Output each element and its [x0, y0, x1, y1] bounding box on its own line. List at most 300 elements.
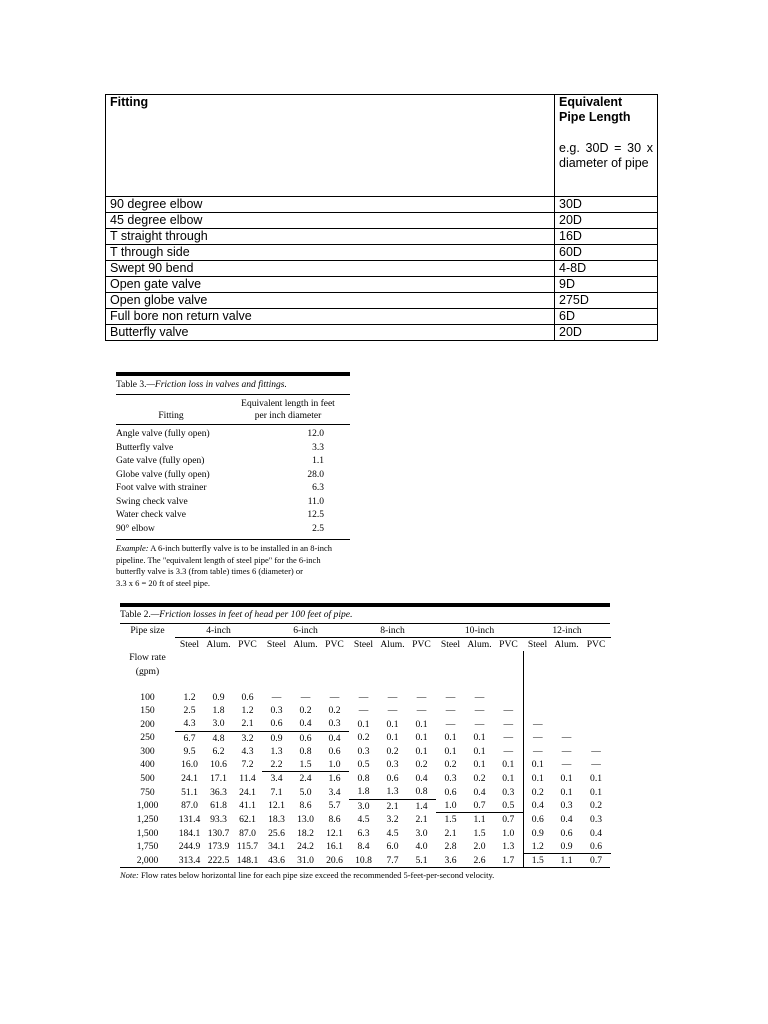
friction-value-cell: 0.1 — [415, 745, 428, 757]
material-header: PVC — [238, 639, 257, 651]
friction-value-cell: 0.3 — [560, 800, 573, 812]
table-row — [106, 197, 658, 213]
friction-value-cell: 1.5 — [531, 854, 544, 866]
friction-value-cell: 131.4 — [178, 814, 201, 826]
friction-value-cell: 0.6 — [299, 732, 312, 744]
fitting-value: 6.3 — [312, 483, 324, 493]
example-line1 — [116, 543, 350, 555]
friction-value-cell: 0.1 — [386, 732, 399, 744]
flow-rate-cell: 1,500 — [136, 827, 159, 839]
friction-value-cell: 5.1 — [415, 854, 428, 866]
empty-cell — [494, 678, 523, 691]
friction-value-cell: 0.2 — [328, 705, 341, 717]
table-row — [106, 261, 658, 277]
fitting-value: 12.5 — [307, 510, 324, 520]
material-header: Steel — [179, 639, 200, 651]
fitting-name: Angle valve (fully open) — [116, 429, 210, 439]
friction-value-cell: 7.7 — [386, 854, 399, 866]
pipe-size-label: Pipe size — [130, 625, 165, 637]
friction-value-cell: 130.7 — [207, 827, 230, 839]
friction-value-cell: — — [387, 705, 398, 717]
friction-value-cell: 0.4 — [328, 732, 341, 744]
empty-cell — [581, 678, 611, 691]
empty-cell — [523, 651, 552, 664]
friction-value-cell: 0.8 — [357, 772, 370, 784]
friction-value-cell: 0.4 — [473, 786, 486, 798]
friction-value-cell — [552, 704, 581, 717]
friction-value-cell: 2.8 — [444, 840, 457, 852]
friction-value-cell: 1.2 — [523, 840, 552, 854]
friction-value-cell: 1.3 — [494, 840, 523, 854]
empty-cell — [494, 651, 523, 664]
friction-value-cell: 0.2 — [473, 772, 486, 784]
flow-rate-cell: 750 — [140, 786, 155, 798]
friction-value-cell: 0.1 — [531, 759, 544, 771]
empty-cell — [552, 651, 581, 664]
friction-value-cell — [581, 704, 611, 717]
friction-value-cell: — — [532, 745, 543, 757]
flow-rate-unit: (gpm) — [135, 665, 160, 677]
fitting-cell: Butterfly valve — [106, 325, 555, 341]
table3-col-fitting: Fitting — [158, 411, 184, 421]
material-header: Steel — [440, 639, 461, 651]
table3-example — [116, 543, 350, 589]
friction-value-cell: 0.8 — [407, 785, 436, 799]
table-row — [120, 704, 611, 717]
friction-value-cell: 87.0 — [181, 800, 198, 812]
friction-value-cell: 0.7 — [465, 799, 494, 813]
empty-cell — [436, 651, 465, 664]
material-header: PVC — [499, 639, 518, 651]
empty-cell — [552, 665, 581, 678]
friction-value-cell: 18.3 — [268, 814, 285, 826]
friction-value-cell: 0.4 — [590, 827, 603, 839]
friction-value-cell: — — [300, 692, 311, 703]
friction-value-cell: 34.1 — [268, 840, 285, 852]
example-line2: pipeline. The "equivalent length of steel pipe" for the 6-inch — [116, 554, 321, 565]
table3-col-equivalent — [226, 398, 350, 422]
friction-value-cell: 10.8 — [355, 854, 372, 866]
friction-value-cell: 8.6 — [328, 814, 341, 826]
table3-top-rule — [116, 372, 350, 376]
friction-value-cell: 62.1 — [239, 814, 256, 826]
friction-value-cell: 0.2 — [299, 705, 312, 717]
friction-value-cell: — — [271, 692, 282, 703]
material-header: Alum. — [380, 639, 405, 651]
material-spacer — [120, 638, 175, 652]
empty-cell — [204, 665, 233, 678]
friction-value-cell: 3.4 — [328, 786, 341, 798]
friction-value-cell: 24.2 — [297, 840, 314, 852]
equivalent-length-cell: 4-8D — [555, 261, 658, 277]
empty-cell — [378, 651, 407, 664]
friction-value-cell: 0.5 — [357, 759, 370, 771]
friction-value-cell: 244.9 — [178, 840, 201, 852]
friction-value-cell: 3.0 — [357, 800, 370, 812]
friction-value-cell: 148.1 — [236, 854, 259, 866]
friction-value-cell: 6.0 — [386, 840, 399, 852]
table3-caption-prefix: Table 3. — [116, 380, 147, 390]
friction-value-cell: 0.1 — [444, 745, 457, 757]
friction-value-cell: — — [494, 717, 523, 731]
friction-value-cell: — — [474, 705, 485, 717]
friction-value-cell: 7.2 — [241, 759, 254, 771]
friction-value-cell: — — [358, 705, 369, 717]
empty-cell — [175, 665, 204, 678]
friction-value-cell: 61.8 — [210, 800, 227, 812]
friction-value-cell: 0.9 — [552, 840, 581, 854]
table3-rows — [116, 428, 350, 536]
empty-cell — [378, 665, 407, 678]
material-header: PVC — [586, 639, 606, 651]
empty-cell — [407, 678, 436, 691]
table-row — [106, 277, 658, 293]
friction-value-cell: 0.6 — [262, 717, 291, 731]
friction-value-cell: — — [494, 745, 523, 758]
empty-cell — [581, 665, 611, 678]
friction-value-cell: 2.2 — [262, 758, 291, 772]
table2-bottom-rule — [120, 867, 610, 868]
friction-value-cell: 41.1 — [239, 800, 256, 812]
empty-cell — [465, 678, 494, 691]
friction-value-cell: 2.1 — [415, 814, 428, 826]
friction-value-cell: 1.0 — [436, 799, 465, 813]
material-header: Steel — [353, 639, 374, 651]
pipe-size-header: 4-inch — [175, 624, 262, 638]
table-row — [120, 745, 611, 758]
table-row — [120, 785, 611, 799]
table3-bottom-rule — [116, 539, 350, 540]
friction-value-cell — [581, 731, 611, 745]
friction-value-cell: 0.6 — [241, 692, 254, 703]
friction-value-cell: 24.1 — [239, 786, 256, 798]
friction-value-cell: 0.4 — [291, 717, 320, 731]
friction-value-cell: 36.3 — [210, 786, 227, 798]
equivalent-length-cell: 60D — [555, 245, 658, 261]
friction-value-cell — [494, 691, 523, 704]
friction-value-cell: 0.1 — [473, 759, 486, 771]
friction-value-cell: 20.6 — [326, 854, 343, 866]
friction-value-cell: 4.5 — [386, 827, 399, 839]
friction-value-cell: 93.3 — [210, 814, 227, 826]
friction-value-cell: 2.1 — [444, 827, 457, 839]
friction-value-cell: 6.2 — [212, 745, 225, 757]
empty-cell — [175, 651, 204, 664]
friction-value-cell: 0.6 — [328, 745, 341, 757]
friction-value-cell: — — [561, 745, 572, 757]
friction-value-cell: — — [358, 692, 369, 703]
friction-value-cell: 0.1 — [473, 732, 486, 744]
table3-header-rule — [116, 424, 350, 425]
empty-cell — [436, 678, 465, 691]
table-row — [106, 229, 658, 245]
friction-value-cell: 0.1 — [494, 772, 523, 786]
friction-value-cell: — — [561, 732, 572, 744]
friction-value-cell: 0.3 — [270, 705, 283, 717]
flow-rate-cell: 500 — [140, 772, 155, 784]
material-header: Alum. — [467, 639, 492, 651]
friction-value-cell: 1.1 — [473, 814, 486, 826]
material-header: Steel — [527, 639, 548, 651]
flow-rate-cell: 150 — [140, 705, 155, 717]
friction-value-cell: 115.7 — [236, 840, 259, 852]
friction-value-cell: — — [387, 692, 398, 703]
friction-value-cell: 0.1 — [386, 718, 399, 730]
fitting-name: Gate valve (fully open) — [116, 456, 205, 466]
equivalent-length-cell: 9D — [555, 277, 658, 293]
empty-cell — [262, 651, 291, 664]
flow-rate-cell: 400 — [140, 759, 155, 771]
example-text1: A 6-inch butterfly valve is to be installed in an 8-inch — [148, 543, 332, 553]
friction-value-cell: 1.3 — [270, 745, 283, 757]
empty-cell — [552, 678, 581, 691]
flow-rate-label: Flow rate — [129, 652, 166, 664]
equivalent-header-note: e.g. 30D = 30 x diameter of pipe — [559, 141, 653, 170]
friction-value-cell: 18.2 — [297, 827, 314, 839]
friction-value-cell: 4.3 — [241, 745, 254, 757]
table-row — [120, 731, 611, 745]
table-row — [120, 717, 611, 731]
empty-cell — [465, 665, 494, 678]
friction-value-cell: — — [532, 732, 543, 744]
empty-cell — [349, 665, 378, 678]
fitting-name: Butterfly valve — [116, 442, 174, 453]
empty-cell — [320, 651, 349, 664]
equivalent-length-cell: 20D — [555, 325, 658, 341]
friction-value-cell: 0.1 — [415, 718, 428, 730]
friction-value-cell: 8.4 — [357, 840, 370, 852]
table3-col-equivalent-line2: per inch diameter — [254, 411, 322, 421]
friction-value-cell: 0.2 — [590, 800, 603, 812]
friction-value-cell: 0.1 — [560, 786, 573, 798]
flow-rate-cell: 200 — [140, 718, 155, 730]
fitting-value: 3.3 — [312, 442, 324, 453]
friction-value-cell: 0.6 — [581, 840, 611, 854]
friction-value-cell: 184.1 — [178, 827, 201, 839]
list-item — [116, 482, 350, 496]
friction-value-cell: 0.1 — [357, 718, 370, 730]
friction-value-cell: 2.4 — [299, 773, 312, 785]
friction-value-cell: 0.1 — [494, 758, 523, 772]
friction-value-cell: 2.1 — [386, 800, 399, 812]
table3-header-row — [116, 398, 350, 422]
friction-value-cell: 1.2 — [183, 692, 196, 703]
empty-cell — [523, 678, 552, 691]
friction-value-cell: 11.4 — [239, 772, 256, 784]
friction-value-cell: 43.6 — [268, 854, 285, 866]
table3-col-equivalent-line1: Equivalent length in feet — [241, 399, 335, 409]
friction-value-cell: 0.3 — [357, 745, 370, 757]
empty-cell — [407, 651, 436, 664]
friction-value-cell: 13.0 — [297, 814, 314, 826]
friction-value-cell: 6.3 — [357, 827, 370, 839]
empty-cell — [349, 651, 378, 664]
fitting-cell: 45 degree elbow — [106, 213, 555, 229]
friction-value-cell: 0.9 — [531, 827, 544, 839]
table2-body — [120, 624, 611, 867]
pipe-size-header: 6-inch — [262, 624, 349, 638]
empty-cell — [204, 678, 233, 691]
friction-value-cell: 0.2 — [415, 759, 428, 771]
friction-value-cell: 1.8 — [212, 705, 225, 717]
table2-top-rule — [120, 603, 610, 607]
friction-value-cell: 87.0 — [239, 827, 256, 839]
friction-value-cell: 0.1 — [590, 786, 603, 798]
friction-value-cell: 2.6 — [473, 854, 486, 866]
empty-cell — [262, 665, 291, 678]
fitting-cell: T through side — [106, 245, 555, 261]
empty-cell — [320, 678, 349, 691]
empty-cell — [581, 651, 611, 664]
friction-value-cell: 17.1 — [210, 772, 227, 784]
material-header: Steel — [266, 639, 287, 651]
friction-value-cell: 0.1 — [444, 732, 457, 744]
fitting-value: 2.5 — [312, 523, 324, 534]
empty-cell — [349, 678, 378, 691]
flow-rate-cell: 250 — [140, 732, 155, 744]
friction-value-cell: 0.1 — [590, 772, 603, 784]
friction-value-cell: — — [561, 759, 572, 771]
table2-caption — [120, 609, 610, 621]
empty-cell — [494, 665, 523, 678]
equivalent-header-line2: Pipe Length — [559, 110, 631, 124]
material-header: Alum. — [293, 639, 318, 651]
friction-loss-pipe-table — [120, 603, 610, 881]
friction-value-cell: 0.9 — [212, 692, 225, 703]
equivalent-header-line1: Equivalent — [559, 95, 623, 109]
table2-caption-title: —Friction losses in feet of head per 100 feet of pipe. — [150, 609, 353, 620]
friction-value-cell: 6.7 — [183, 732, 196, 744]
friction-value-cell: 0.1 — [531, 772, 544, 784]
equivalent-pipe-length-table — [105, 94, 658, 341]
friction-value-cell: 24.1 — [181, 772, 198, 784]
table2-caption-prefix: Table 2. — [120, 609, 151, 620]
example-label: Example: — [116, 543, 149, 553]
friction-value-cell: 0.3 — [320, 717, 349, 731]
empty-cell — [523, 665, 552, 678]
friction-value-cell: 0.1 — [560, 772, 573, 784]
note-label: Note: — [120, 870, 139, 881]
table3-caption — [116, 379, 350, 391]
friction-value-cell: 7.1 — [270, 786, 283, 798]
table-row — [106, 309, 658, 325]
friction-value-cell: 5.0 — [299, 786, 312, 798]
flow-rate-cell: 2,000 — [136, 854, 159, 866]
friction-value-cell: 1.0 — [320, 758, 349, 772]
friction-value-cell: 1.4 — [415, 800, 428, 812]
friction-value-cell: 3.6 — [444, 854, 457, 866]
friction-value-cell: 1.5 — [291, 758, 320, 772]
friction-value-cell: — — [445, 692, 456, 703]
material-row — [120, 638, 611, 652]
table-row — [120, 813, 611, 827]
friction-value-cell: 1.6 — [328, 773, 341, 785]
fitting-cell: Swept 90 bend — [106, 261, 555, 277]
fitting-header-cell — [106, 95, 555, 197]
friction-value-cell: 0.2 — [444, 759, 457, 771]
material-header: Alum. — [206, 639, 231, 651]
friction-value-cell: 16.0 — [181, 759, 198, 771]
pipe-size-row — [120, 624, 611, 638]
friction-value-cell: 1.8 — [349, 785, 378, 799]
friction-value-cell: 16.1 — [326, 840, 343, 852]
friction-value-cell: 0.1 — [473, 745, 486, 757]
friction-value-cell: — — [591, 759, 601, 771]
table2-note — [120, 870, 610, 881]
friction-value-cell: 3.4 — [270, 773, 283, 785]
fitting-name: Globe valve (fully open) — [116, 469, 210, 480]
table-row — [120, 758, 611, 772]
table-row — [106, 245, 658, 261]
empty-cell — [291, 678, 320, 691]
empty-cell — [378, 678, 407, 691]
note-text: Flow rates below horizontal line for each pipe size exceed the recommended 5-feet-per-second velocity. — [138, 870, 495, 881]
friction-value-cell: 0.3 — [444, 772, 457, 784]
friction-value-cell: 0.2 — [531, 786, 544, 798]
friction-value-cell: — — [474, 718, 485, 730]
fitting-cell: Full bore non return valve — [106, 309, 555, 325]
material-header: Alum. — [554, 639, 579, 651]
fitting-cell: Open gate valve — [106, 277, 555, 293]
friction-value-cell: 12.1 — [268, 800, 285, 812]
equivalent-length-cell: 6D — [555, 309, 658, 325]
friction-value-cell: 2.5 — [183, 705, 196, 717]
equivalent-length-cell: 275D — [555, 293, 658, 309]
fitting-name: 90° elbow — [116, 523, 155, 534]
friction-value-cell: 173.9 — [207, 840, 230, 852]
empty-cell — [436, 665, 465, 678]
flow-rate-cell: 300 — [140, 745, 155, 757]
table-row — [106, 213, 658, 229]
empty-cell — [233, 678, 262, 691]
friction-value-cell: 0.4 — [560, 814, 573, 826]
friction-value-cell: 51.1 — [181, 786, 198, 798]
friction-value-cell: — — [416, 705, 427, 717]
empty-cell — [233, 651, 262, 664]
friction-value-cell: 1.3 — [378, 785, 407, 799]
table-row — [120, 827, 611, 840]
friction-value-cell: 1.0 — [494, 827, 523, 840]
friction-value-cell: — — [494, 704, 523, 717]
list-item — [116, 469, 350, 483]
friction-value-cell — [523, 691, 552, 704]
equivalent-length-cell: 30D — [555, 197, 658, 213]
list-item — [116, 428, 350, 442]
empty-cell — [175, 678, 204, 691]
fitting-value: 28.0 — [307, 469, 324, 480]
flow-rate-label-row — [120, 651, 611, 664]
friction-value-cell: 0.9 — [270, 732, 283, 744]
friction-value-cell — [523, 704, 552, 717]
friction-value-cell — [552, 717, 581, 731]
table-row — [120, 799, 611, 813]
fitting-value: 11.0 — [307, 496, 324, 507]
friction-value-cell — [552, 691, 581, 704]
empty-cell — [465, 651, 494, 664]
friction-value-cell: — — [591, 745, 601, 757]
friction-value-cell: 0.3 — [386, 759, 399, 771]
empty-cell — [120, 678, 175, 691]
fitting-name: Swing check valve — [116, 496, 188, 507]
friction-value-cell: 0.4 — [415, 772, 428, 784]
friction-value-cell: 3.0 — [415, 827, 428, 839]
flow-rate-cell: 1,000 — [136, 800, 159, 812]
spacer-row — [120, 678, 611, 691]
friction-value-cell: — — [532, 718, 543, 730]
friction-value-cell: 0.2 — [357, 732, 370, 744]
friction-value-cell: 0.6 — [531, 814, 544, 826]
empty-cell — [262, 678, 291, 691]
